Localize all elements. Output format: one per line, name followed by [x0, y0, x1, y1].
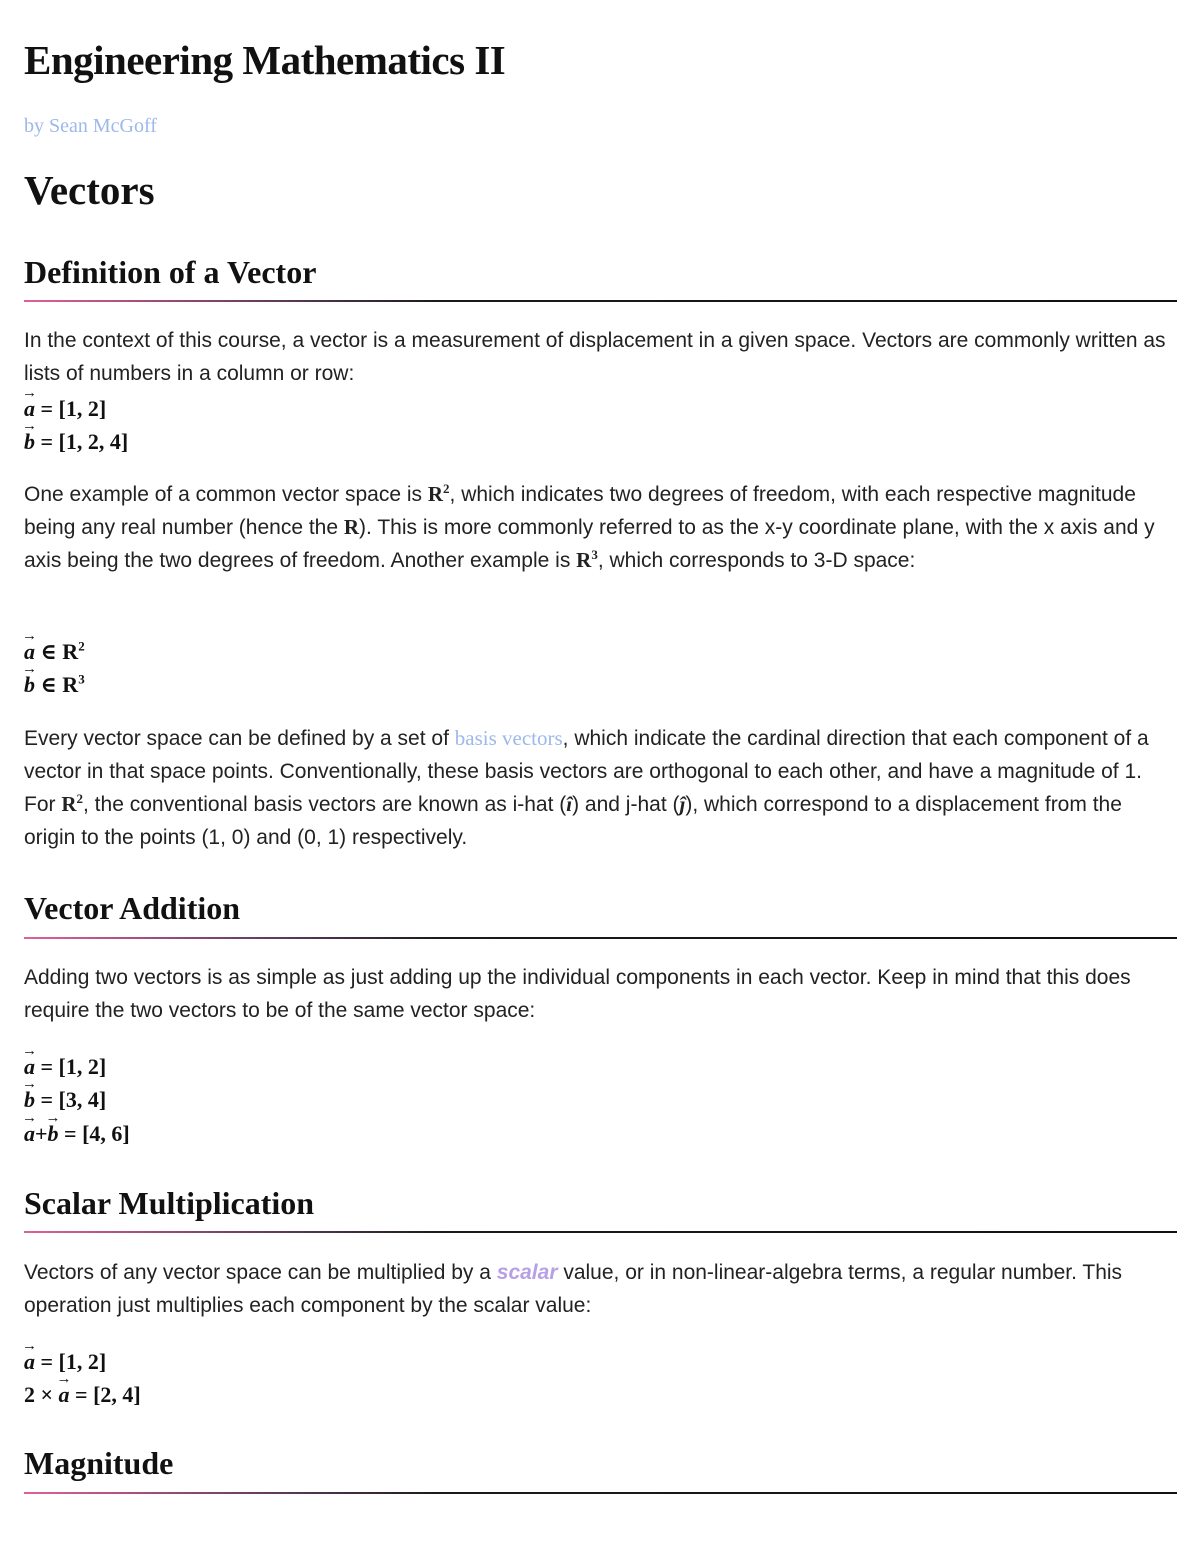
- section-divider: [24, 1231, 1177, 1233]
- text: ), which correspond to a displacement from the origin to the points (1, 0) and (0, 1) respectively.: [24, 793, 1122, 849]
- vector-a: → a: [24, 1050, 35, 1083]
- text: One example of a common vector space is: [24, 483, 428, 506]
- plus-sign: +: [35, 1121, 48, 1146]
- text: ). This is more commonly referred to as the x-y coordinate plane, with the x axis and y axis being the two degrees of freedom. Another example is: [24, 516, 1155, 572]
- text: , which indicate the cardinal direction that each component of a vector in that space points. Conventionally, these basis vectors are orthogonal to each other, and have a magnitude of 1. For: [24, 727, 1149, 816]
- section-title-scalar-multiplication: Scalar Multiplication: [24, 1185, 315, 1221]
- equation-b-in-r3: [24, 668, 85, 701]
- text: value, or in non-linear-algebra terms, a regular number. This operation just multiplies each component by the scalar value:: [24, 1261, 1123, 1317]
- vector-a: → a: [24, 1117, 35, 1150]
- j-hat-symbol: ĵ: [679, 792, 686, 816]
- i-hat-symbol: î: [566, 792, 573, 816]
- exponent: 2: [78, 638, 85, 654]
- equation-b: [24, 425, 128, 458]
- text: Every vector space can be defined by a set of: [24, 727, 455, 750]
- section-title-vector-addition: Vector Addition: [24, 890, 241, 926]
- equation-sum: [24, 1117, 130, 1150]
- paragraph: [24, 722, 1177, 854]
- equation-rhs: ∈ R: [40, 672, 79, 697]
- equation-rhs: = [4, 6]: [64, 1121, 130, 1146]
- equation-rhs: = [1, 2]: [40, 1349, 107, 1374]
- chapter-title: Vectors: [24, 167, 155, 213]
- scalar-factor: 2 ×: [24, 1382, 54, 1407]
- section-divider: [24, 1492, 1177, 1494]
- author-link[interactable]: by Sean McGoff: [24, 115, 157, 137]
- paragraph: In the context of this course, a vector is a measurement of displacement in a given space. Vectors are commonly written as lists of numbers in a column or row:: [24, 329, 1166, 385]
- vector-a: → a: [59, 1378, 70, 1411]
- paragraph: [24, 478, 1177, 577]
- real-space-symbol: $R^2$: [427, 481, 450, 506]
- scalar-link[interactable]: scalar: [496, 1261, 558, 1284]
- vector-a: → a: [24, 635, 35, 668]
- page-title: Engineering Mathematics II: [24, 37, 506, 83]
- section-divider: [24, 937, 1177, 939]
- equation-scaled: [24, 1378, 141, 1411]
- vector-a: → a: [24, 392, 35, 425]
- equation-rhs: ∈ R: [40, 639, 79, 664]
- vector-b: → b: [24, 425, 35, 458]
- section-divider: [24, 300, 1177, 302]
- text: , which corresponds to 3-D space:: [597, 549, 916, 572]
- text: Vectors of any vector space can be multiplied by a: [24, 1261, 497, 1284]
- vector-a: → a: [24, 1345, 35, 1378]
- equation-rhs: = [1, 2, 4]: [40, 429, 129, 454]
- paragraph: [24, 1256, 1177, 1322]
- vector-b: → b: [24, 668, 35, 701]
- real-space-symbol: $R^3$: [576, 547, 598, 572]
- equation-rhs: = [3, 4]: [40, 1087, 107, 1112]
- section-title-magnitude: Magnitude: [24, 1445, 174, 1481]
- exponent: 3: [78, 671, 85, 687]
- equation-rhs: = [1, 2]: [40, 1054, 107, 1079]
- text: , which indicates two degrees of freedom, with each respective magnitude being any real number (hence the: [24, 483, 1136, 539]
- paragraph: Adding two vectors is as simple as just adding up the individual components in each vector. Keep in mind that this does require the two vectors to be of the same vector space:: [24, 966, 1131, 1022]
- section-title-definition: Definition of a Vector: [24, 254, 317, 290]
- equation-rhs: = [1, 2]: [40, 396, 107, 421]
- basis-vectors-link[interactable]: basis vectors: [454, 726, 563, 750]
- text: ) and j-hat (: [572, 793, 680, 816]
- vector-b: → b: [48, 1117, 59, 1150]
- text: , the conventional basis vectors are known as i-hat (: [83, 793, 567, 816]
- real-space-symbol: $R^2$: [61, 791, 84, 816]
- vector-b: → b: [24, 1083, 35, 1116]
- real-symbol: R: [343, 515, 360, 539]
- equation-rhs: = [2, 4]: [75, 1382, 141, 1407]
